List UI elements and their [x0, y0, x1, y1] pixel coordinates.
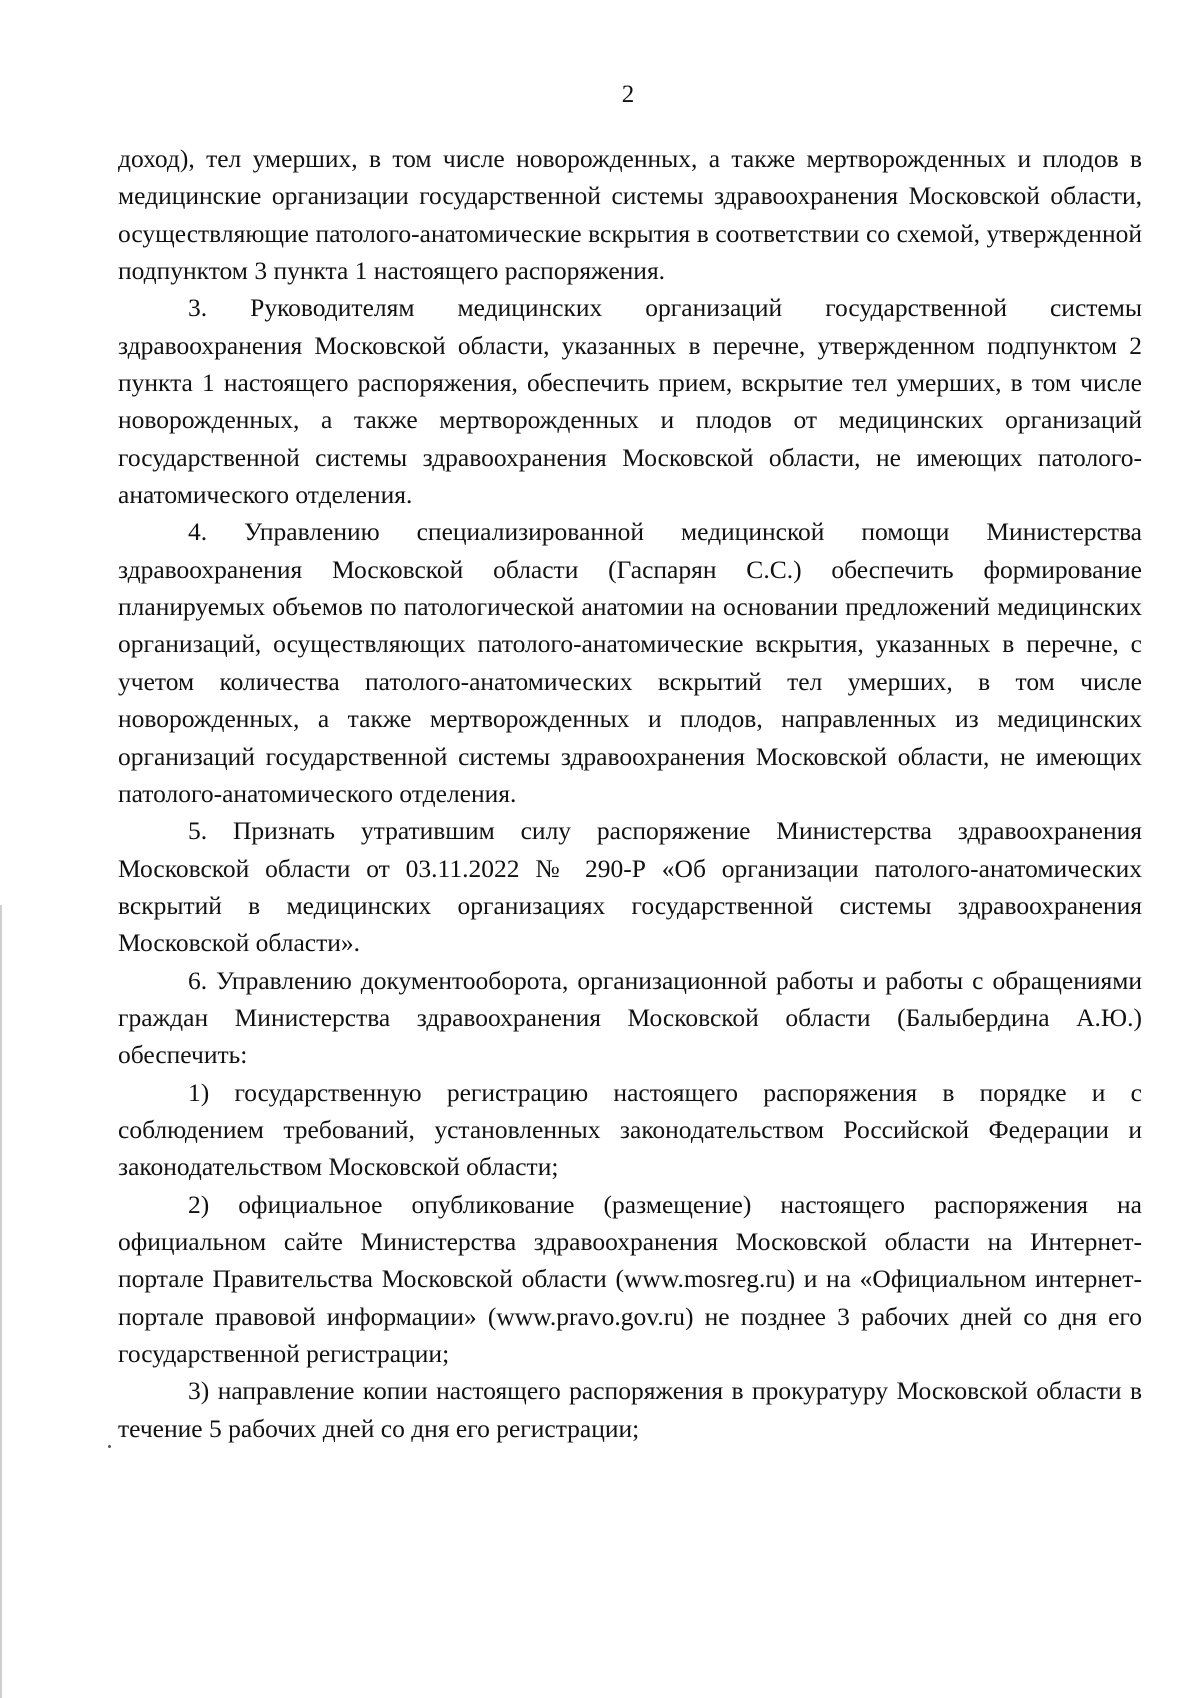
paragraph-continuation: доход), тел умерших, в том числе новорожденных, а также мертворожденных и плодов в медицинские организации государственной системы здравоохранения Московской области, осуществляющие патолого-анатомические вскрытия в соответствии со схемой, утвержденной подпунктом 3 пункта 1 настоящего распоряжения.: [118, 144, 1142, 286]
subitem-6-1: 1) государственную регистрацию настоящего распоряжения в порядке и с соблюдением требований, установленных законодательством Российской Федерации и законодательством Московской области;: [118, 1077, 1142, 1182]
paragraph-item-6: 6. Управлению документооборота, организационной работы и работы с обращениями граждан Министерства здравоохранения Московской области (Балыбердина А.Ю.) обеспечить:: [118, 965, 1142, 1070]
paragraph-item-4: 4. Управлению специализированной медицинской помощи Министерства здравоохранения Московской области (Гаспарян С.С.) обеспечить формирование планируемых объемов по патологической анатомии на основании предложений медицинских организаций, осуществляющих патолого-анатомические вскрытия, указанных в перечне, с учетом количества патолого-анатомических вскрытий тел умерших, в том числе новорожденных, а также мертворожденных и плодов, направленных из медицинских организаций государственной системы здравоохранения Московской области, не имеющих патолого-анатомического отделения.: [118, 517, 1142, 808]
subitem-6-3: 3) направление копии настоящего распоряжения в прокуратуру Московской области в течение 5 рабочих дней со дня его регистрации;: [118, 1376, 1142, 1443]
scan-speck: [108, 1445, 111, 1448]
scan-edge-shadow: [0, 905, 2, 1698]
document-body: [118, 140, 1142, 1447]
paragraph-item-3: 3. Руководителям медицинских организаций государственной системы здравоохранения Московской области, указанных в перечне, утвержденном подпунктом 2 пункта 1 настоящего распоряжения, обеспечить прием, вскрытие тел умерших, в том числе новорожденных, а также мертворожденных и плодов от медицинских организаций государственной системы здравоохранения Московской области, не имеющих патолого-анатомического отделения.: [118, 293, 1142, 510]
page-number: 2: [621, 81, 635, 108]
paragraph-item-5: 5. Признать утратившим силу распоряжение Министерства здравоохранения Московской области от 03.11.2022 № 290-Р «Об организации патолого-анатомических вскрытий в медицинских организациях государственной системы здравоохранения Московской области».: [118, 816, 1142, 958]
subitem-6-2: 2) официальное опубликование (размещение) настоящего распоряжения на официальном сайте Министерства здравоохранения Московской области на Интернет-портале Правительства Московской области (www.mosreg.ru) и на «Официальном интернет-портале правовой информации» (www.pravo.gov.ru) не позднее 3 рабочих дней со дня его государственной регистрации;: [118, 1189, 1142, 1368]
